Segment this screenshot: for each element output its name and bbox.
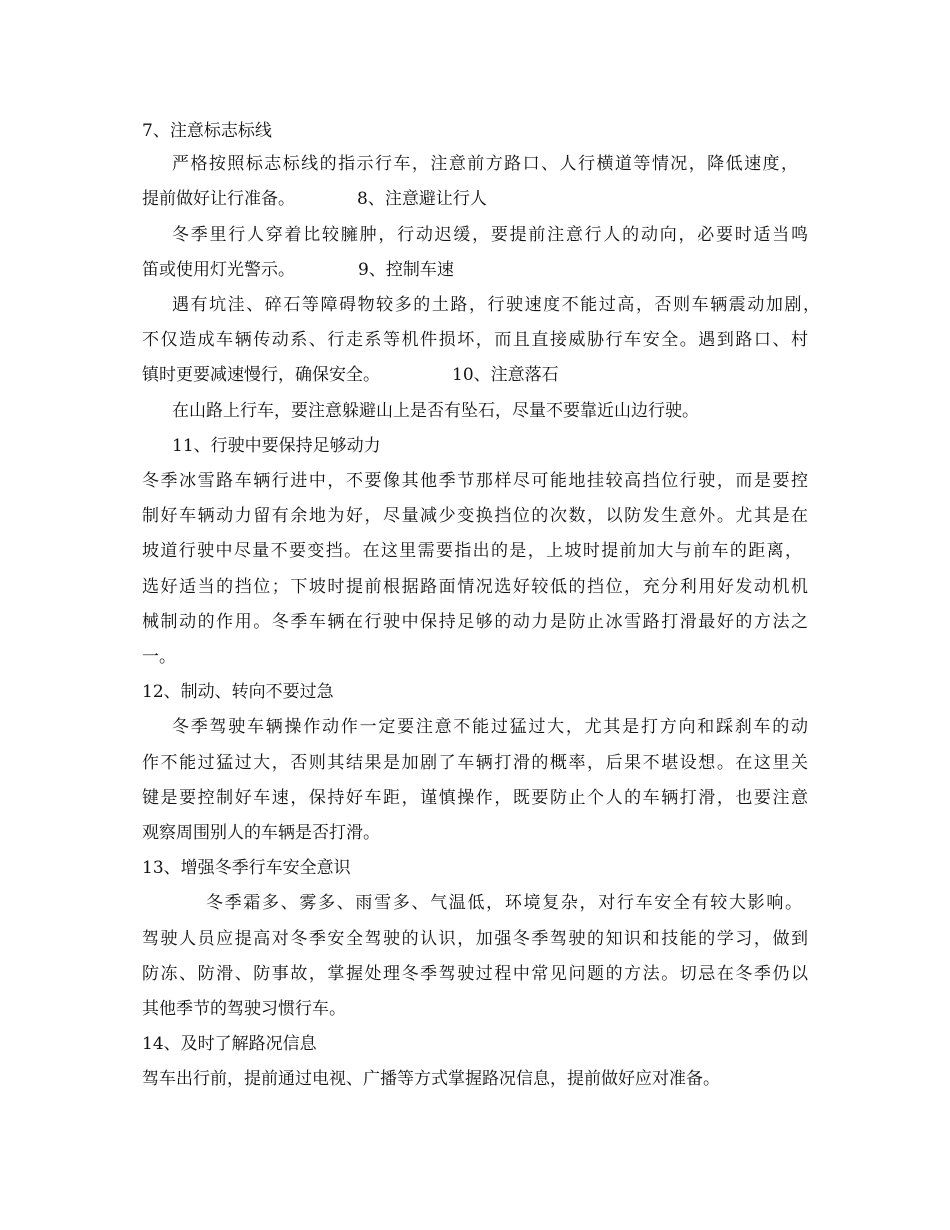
paragraph-11-line-2 <box>142 502 808 530</box>
paragraph-12-text-2: 作不能过猛过大，否则其结果是加剧了车辆打滑的概率，后果不堪设想。在这里关 <box>142 753 808 773</box>
heading-14-text: 14、及时了解路况信息 <box>142 1034 317 1054</box>
paragraph-13-line-4 <box>142 995 822 1023</box>
heading-13-text: 13、增强冬季行车安全意识 <box>142 858 351 878</box>
heading-8: 8、注意避让行人 <box>357 189 487 209</box>
paragraph-8-line-2 <box>142 256 822 284</box>
paragraph-12-text-3: 键是要控制好车速，保持好车距，谨慎操作，既要防止个人的车辆打滑，也要注意 <box>142 788 808 808</box>
heading-10: 10、注意落石 <box>452 365 559 385</box>
paragraph-12-text-4: 观察周围别人的车辆是否打滑。 <box>142 823 380 843</box>
heading-12-text: 12、制动、转向不要过急 <box>142 682 334 702</box>
heading-13 <box>142 854 822 882</box>
heading-7-text: 7、注意标志标线 <box>142 121 272 141</box>
paragraph-8-text-2: 笛或使用灯光警示。 <box>142 260 295 280</box>
paragraph-13-line-3 <box>142 960 808 988</box>
paragraph-8-text-1: 冬季里行人穿着比较臃肿，行动迟缓，要提前注意行人的动向，必要时适当鸣 <box>172 225 808 245</box>
paragraph-9-text-1: 遇有坑洼、碎石等障碍物较多的土路，行驶速度不能过高，否则车辆震动加剧， <box>172 295 820 315</box>
paragraph-11-text-6: 一。 <box>142 647 176 667</box>
paragraph-10-text: 在山路上行车，要注意躲避山上是否有坠石，尽量不要靠近山边行驶。 <box>172 401 699 421</box>
paragraph-12-line-3 <box>142 784 808 812</box>
heading-11-text: 11、行驶中要保持足够动力 <box>172 436 381 456</box>
paragraph-11-text-2: 制好车辆动力留有余地为好，尽量减少变换挡位的次数，以防发生意外。尤其是在 <box>142 506 808 526</box>
paragraph-11-line-6 <box>142 643 822 671</box>
paragraph-13-line-2 <box>142 925 808 953</box>
paragraph-9-line-1 <box>172 291 820 319</box>
paragraph-14 <box>142 1065 822 1093</box>
paragraph-7-text-1: 严格按照标志标线的指示行车，注意前方路口、人行横道等情况，降低速度， <box>172 154 798 174</box>
heading-7 <box>142 117 822 145</box>
paragraph-12-line-2 <box>142 749 808 777</box>
paragraph-11-text-1: 冬季冰雪路车辆行进中，不要像其他季节那样尽可能地挂较高挡位行驶，而是要控 <box>142 471 808 491</box>
paragraph-11-line-1 <box>142 467 808 495</box>
paragraph-12-line-1 <box>172 713 808 741</box>
paragraph-11-line-5 <box>142 608 808 636</box>
paragraph-13-text-3: 防冻、防滑、防事故，掌握处理冬季驾驶过程中常见问题的方法。切忌在冬季仍以 <box>142 964 808 984</box>
paragraph-12-line-4 <box>142 819 822 847</box>
paragraph-11-text-3: 坡道行驶中尽量不要变挡。在这里需要指出的是，上坡时提前加大与前车的距离， <box>142 541 802 561</box>
paragraph-8-line-1 <box>172 221 808 249</box>
heading-11 <box>172 432 852 460</box>
paragraph-13-line-1 <box>206 889 802 917</box>
paragraph-7-text-2: 提前做好让行准备。 <box>142 189 295 209</box>
paragraph-11-text-4: 选好适当的挡位；下坡时提前根据路面情况选好较低的挡位，充分利用好发动机机 <box>142 577 808 597</box>
paragraph-10 <box>172 397 852 425</box>
heading-14 <box>142 1030 822 1058</box>
paragraph-9-text-3: 镇时更要减速慢行，确保安全。 <box>142 365 380 385</box>
paragraph-11-text-5: 械制动的作用。冬季车辆在行驶中保持足够的动力是防止冰雪路打滑最好的方法之 <box>142 612 808 632</box>
paragraph-7-line-2 <box>142 185 822 213</box>
paragraph-13-text-4: 其他季节的驾驶习惯行车。 <box>142 999 346 1019</box>
paragraph-14-text: 驾车出行前，提前通过电视、广播等方式掌握路况信息，提前做好应对准备。 <box>142 1069 720 1089</box>
paragraph-9-text-2: 不仅造成车辆传动系、行走系等机件损坏，而且直接威胁行车安全。遇到路口、村 <box>142 330 808 350</box>
paragraph-12-text-1: 冬季驾驶车辆操作动作一定要注意不能过猛过大，尤其是打方向和踩刹车的动 <box>172 717 808 737</box>
paragraph-11-line-3 <box>142 537 802 565</box>
heading-12 <box>142 678 822 706</box>
paragraph-7-line-1 <box>172 150 798 178</box>
paragraph-13-text-1: 冬季霜多、雾多、雨雪多、气温低，环境复杂，对行车安全有较大影响。 <box>206 893 802 913</box>
paragraph-11-line-4 <box>142 573 808 601</box>
paragraph-13-text-2: 驾驶人员应提高对冬季安全驾驶的认识，加强冬季驾驶的知识和技能的学习，做到 <box>142 929 808 949</box>
heading-9: 9、控制车速 <box>358 260 454 280</box>
paragraph-9-line-3 <box>142 361 822 389</box>
paragraph-9-line-2 <box>142 326 808 354</box>
